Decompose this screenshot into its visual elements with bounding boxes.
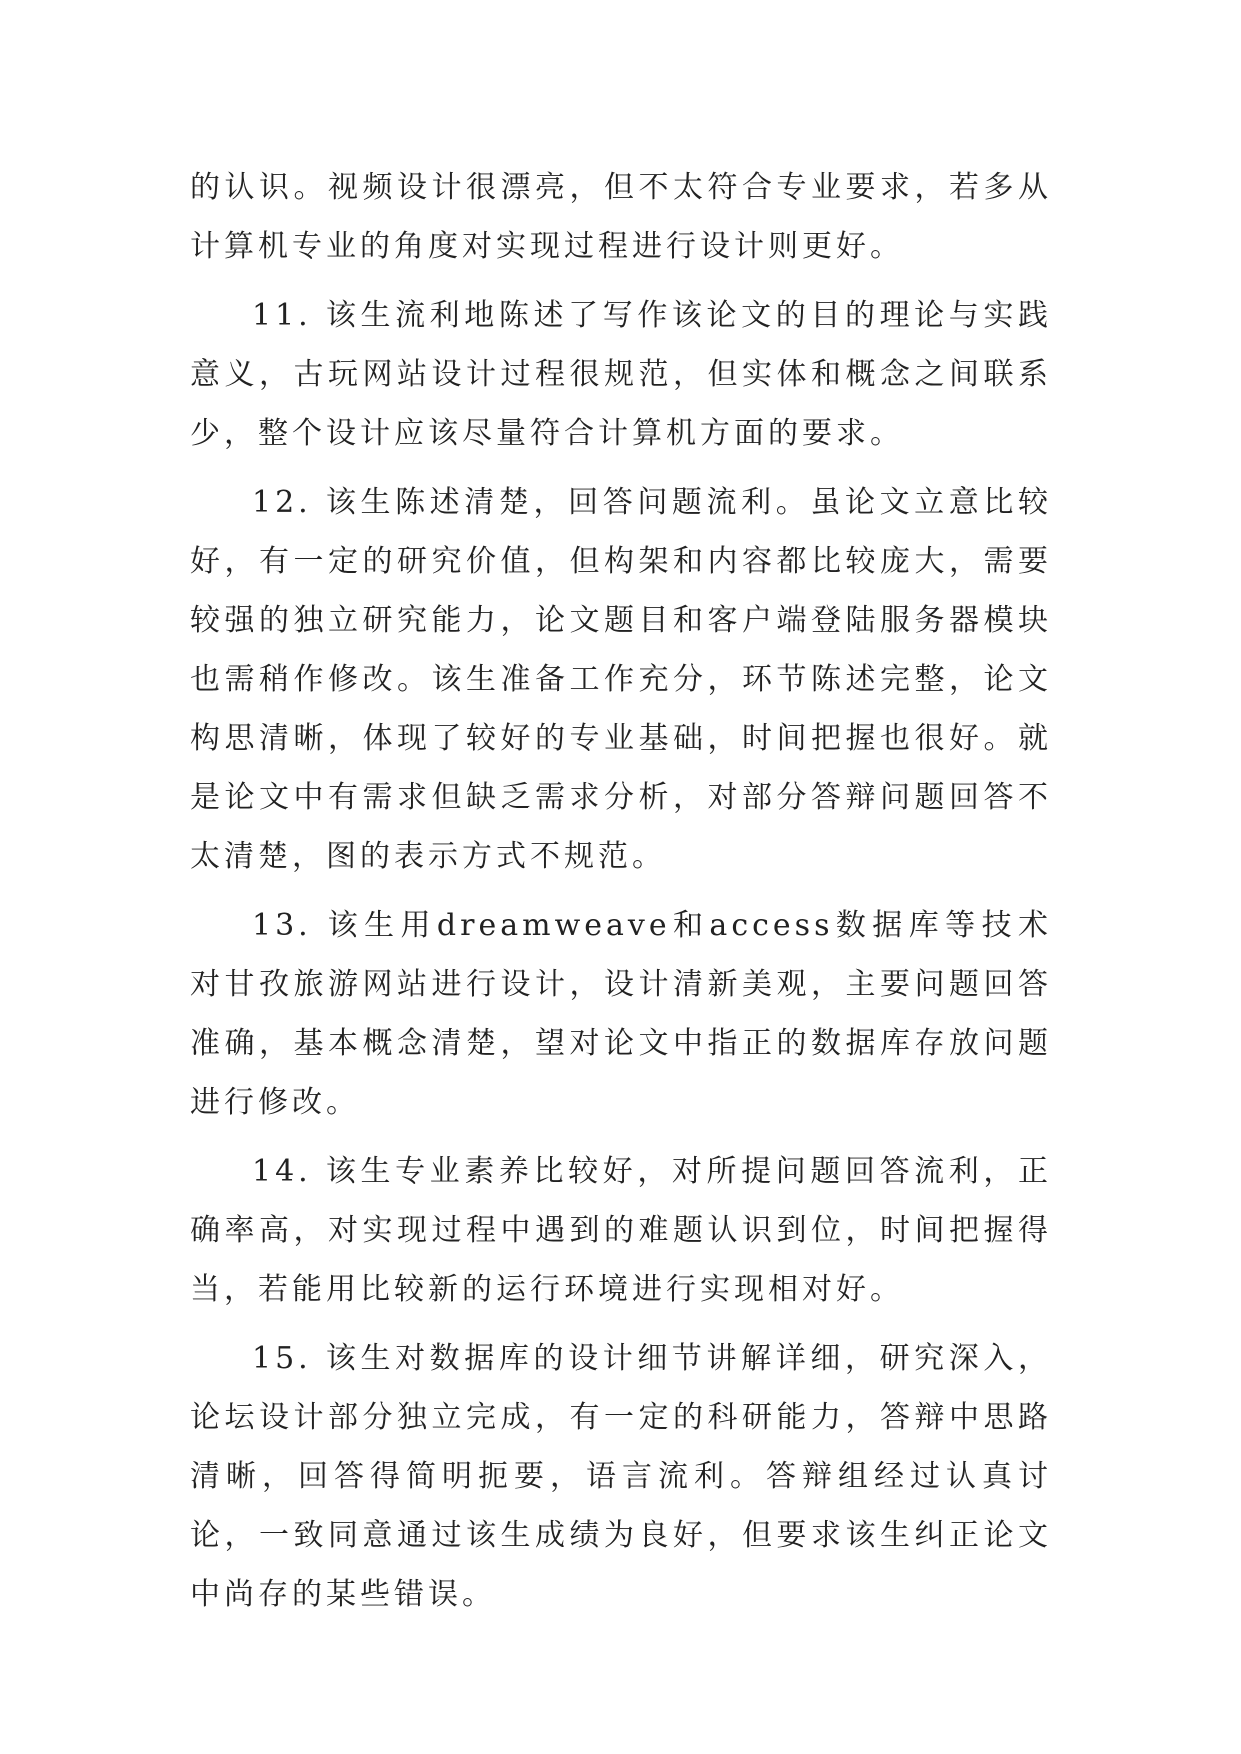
paragraph-item-12: 12. 该生陈述清楚，回答问题流利。虽论文立意比较好，有一定的研究价值，但构架和内容都比较庞大，需要较强的独立研究能力，论文题目和客户端登陆服务器模块也需稍作修改。该生准备工作充分，环节陈述完整，论文构思清晰，体现了较好的专业基础，时间把握也很好。就是论文中有需求但缺乏需求分析，对部分答辩问题回答不太清楚，图的表示方式不规范。: [190, 485, 1052, 874]
paragraph-item-15: 15. 该生对数据库的设计细节讲解详细，研究深入，论坛设计部分独立完成，有一定的科研能力，答辩中思路清晰，回答得简明扼要，语言流利。答辩组经过认真讨论，一致同意通过该生成绩为良好，但要求该生纠正论文中尚存的某些错误。: [190, 1341, 1052, 1612]
paragraph-item-14: 14. 该生专业素养比较好，对所提问题回答流利，正确率高，对实现过程中遇到的难题认识到位，时间把握得当，若能用比较新的运行环境进行实现相对好。: [190, 1154, 1052, 1307]
paragraph-continuation: 的认识。视频设计很漂亮，但不太符合专业要求，若多从计算机专业的角度对实现过程进行设计则更好。: [190, 170, 1052, 264]
paragraph-item-11: 11. 该生流利地陈述了写作该论文的目的理论与实践意义，古玩网站设计过程很规范，但实体和概念之间联系少，整个设计应该尽量符合计算机方面的要求。: [190, 298, 1052, 451]
paragraph-item-13: 13. 该生用dreamweave和access数据库等技术对甘孜旅游网站进行设计，设计清新美观，主要问题回答准确，基本概念清楚，望对论文中指正的数据库存放问题进行修改。: [190, 908, 1052, 1120]
document-body: [190, 158, 1052, 1634]
